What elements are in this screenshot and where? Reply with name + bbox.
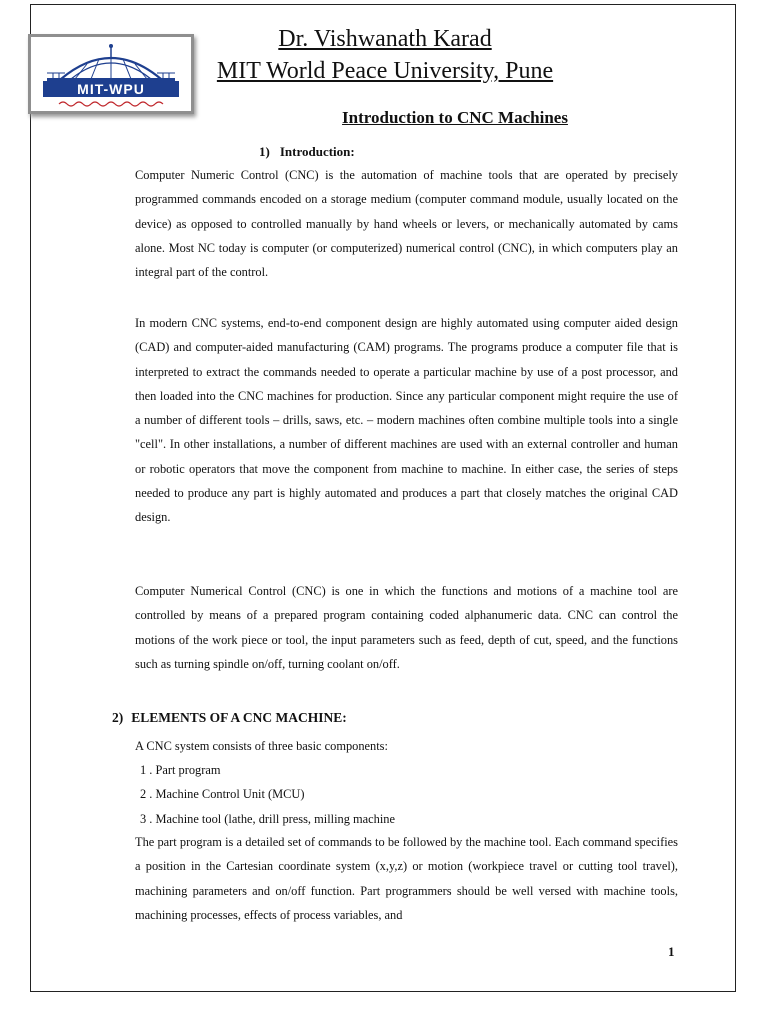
university-name-line2: MIT World Peace University, Pune <box>216 58 554 84</box>
section-1-heading <box>259 144 355 160</box>
section-1-title: Introduction: <box>279 144 355 159</box>
section-1-number: 1) <box>259 144 270 159</box>
section-2-number: 2) <box>112 710 124 725</box>
intro-paragraph-3: Computer Numerical Control (CNC) is one in which the functions and motions of a machine tool are controlled by means of a prepared program containing coded alphanumeric data. CNC can control the motions of the work piece or tool, the input parameters such as feed, depth of cut, speed, and the functions such as turning spindle on/off, turning coolant on/off. <box>135 584 678 671</box>
part-program-paragraph: The part program is a detailed set of commands to be followed by the machine tool. Each command specifies a position in the Cartesian coordinate system (x,y,z) or motion (workpiece travel or cutting tool travel), machining parameters and on/off function. Part programmers should be well versed with machine tools, machining processes, effects of process variables, and <box>135 835 678 922</box>
list-item: 1 . Part program <box>140 763 221 777</box>
university-logo <box>28 34 194 114</box>
section-2-title: ELEMENTS OF A CNC MACHINE: <box>131 710 347 725</box>
components-intro: A CNC system consists of three basic components: <box>135 739 388 753</box>
list-item: 3 . Machine tool (lathe, drill press, milling machine <box>140 811 395 826</box>
page-number: 1 <box>668 944 675 959</box>
components-list <box>140 758 395 831</box>
list-item: 2 . Machine Control Unit (MCU) <box>140 787 305 802</box>
logo-tagline-script-icon <box>39 99 183 109</box>
document-title: Introduction to CNC Machines <box>342 108 568 127</box>
section-2-heading <box>112 710 347 726</box>
logo-wordmark: MIT-WPU <box>43 81 179 97</box>
intro-paragraph-1: Computer Numeric Control (CNC) is the automation of machine tools that are operated by precisely programmed commands encoded on a storage medium (computer command module, usually located on the device) as opposed to controlled manually by hand wheels or levers, or mechanically automated by cams alone. Most NC today is computer (or computerized) numerical control (CNC), in which computers play an integral part of the control. <box>135 168 678 280</box>
intro-paragraph-2: In modern CNC systems, end-to-end component design are highly automated using computer aided design (CAD) and computer-aided manufacturing (CAM) programs. The programs produce a computer file that is interpreted to extract the commands needed to operate a particular machine by use of a post processor, and then loaded into the CNC machines for production. Since any particular component might require the use of a number of different tools – drills, saws, etc. – modern machines often combine multiple tools into a single "cell". In other installations, a number of different machines are used with an external controller and human or robotic operators that move the component from machine to machine. In either case, the series of steps needed to produce any part is highly automated and produces a part that closely matches the original CAD design. <box>135 316 678 525</box>
university-dome-logo-icon <box>39 43 183 83</box>
university-name-line1: Dr. Vishwanath Karad <box>278 26 492 52</box>
